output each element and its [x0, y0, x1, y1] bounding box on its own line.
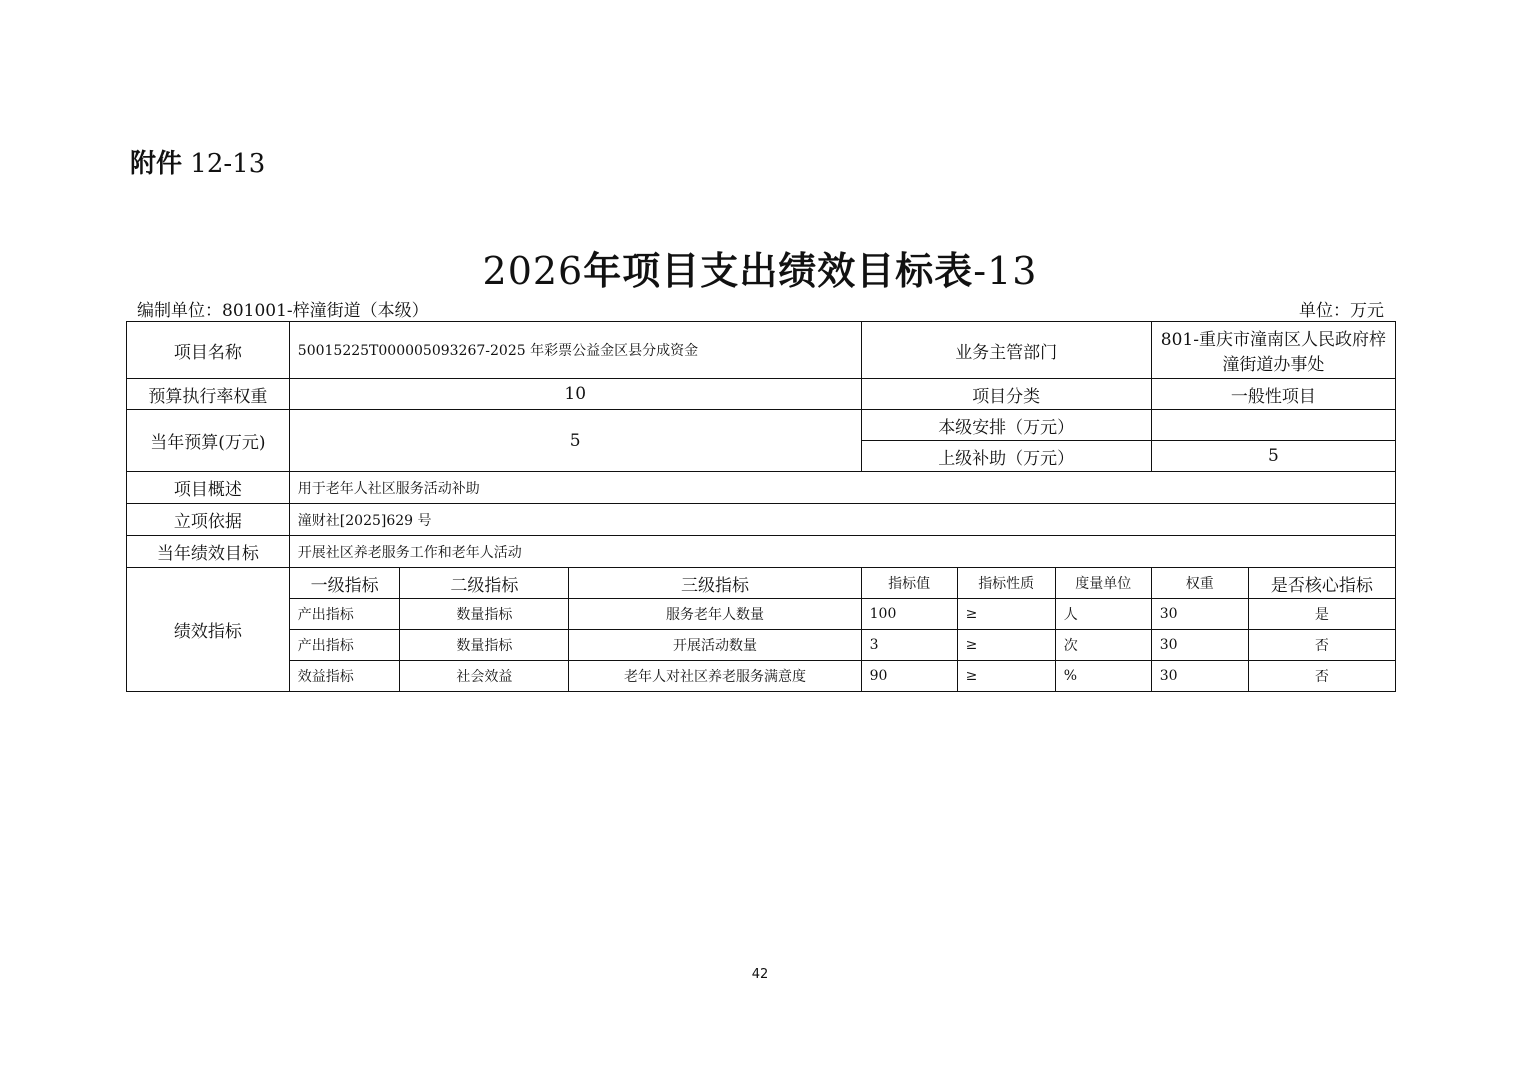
indicator-row — [127, 661, 1396, 692]
indicator-nature: ≥ — [957, 630, 1055, 661]
own-arrangement-label: 本级安排（万元） — [861, 410, 1151, 441]
indicator-level1: 产出指标 — [289, 599, 400, 630]
header-weight: 权重 — [1151, 568, 1248, 599]
project-name-label: 项目名称 — [127, 322, 290, 379]
indicator-unit: % — [1055, 661, 1151, 692]
header-level1: 一级指标 — [289, 568, 400, 599]
row-exec-weight — [127, 379, 1396, 410]
upper-subsidy-value: 5 — [1151, 441, 1395, 472]
attachment-word: 附件 — [130, 149, 183, 179]
indicator-core: 是 — [1248, 599, 1395, 630]
indicator-core: 否 — [1248, 661, 1395, 692]
basis-label: 立项依据 — [127, 504, 290, 536]
indicator-level1: 效益指标 — [289, 661, 400, 692]
indicator-nature: ≥ — [957, 661, 1055, 692]
header-value: 指标值 — [861, 568, 957, 599]
category-value: 一般性项目 — [1151, 379, 1395, 410]
compiling-unit: 编制单位：801001-梓潼街道（本级） — [137, 301, 429, 321]
basis-value: 潼财社[2025]629 号 — [289, 504, 1395, 536]
dept-value: 801-重庆市潼南区人民政府梓潼街道办事处 — [1151, 322, 1395, 379]
indicator-value: 3 — [861, 630, 957, 661]
indicator-value: 90 — [861, 661, 957, 692]
header-level3: 三级指标 — [569, 568, 861, 599]
indicator-weight: 30 — [1151, 661, 1248, 692]
category-label: 项目分类 — [861, 379, 1151, 410]
budget-value: 5 — [289, 410, 861, 472]
row-overview — [127, 472, 1396, 504]
title-year: 2026 — [482, 249, 584, 293]
indicator-unit: 人 — [1055, 599, 1151, 630]
page-title — [0, 240, 1520, 295]
budget-label: 当年预算(万元) — [127, 410, 290, 472]
performance-target-table — [126, 321, 1396, 692]
indicator-unit: 次 — [1055, 630, 1151, 661]
header-unit: 度量单位 — [1055, 568, 1151, 599]
indicator-row — [127, 599, 1396, 630]
attachment-label — [130, 143, 265, 180]
indicator-weight: 30 — [1151, 630, 1248, 661]
header-nature: 指标性质 — [957, 568, 1055, 599]
indicator-level3: 开展活动数量 — [569, 630, 861, 661]
row-basis — [127, 504, 1396, 536]
indicator-nature: ≥ — [957, 599, 1055, 630]
indicator-row — [127, 630, 1396, 661]
header-core: 是否核心指标 — [1248, 568, 1395, 599]
page-number: 42 — [751, 967, 769, 982]
indicator-weight: 30 — [1151, 599, 1248, 630]
indicator-level3: 老年人对社区养老服务满意度 — [569, 661, 861, 692]
indicator-level3: 服务老年人数量 — [569, 599, 861, 630]
indicator-value: 100 — [861, 599, 957, 630]
indicator-level2: 数量指标 — [400, 630, 569, 661]
indicator-level1: 产出指标 — [289, 630, 400, 661]
exec-weight-label: 预算执行率权重 — [127, 379, 290, 410]
attachment-number: 12-13 — [190, 149, 266, 179]
upper-subsidy-label: 上级补助（万元） — [861, 441, 1151, 472]
row-budget — [127, 410, 1396, 441]
header-level2: 二级指标 — [400, 568, 569, 599]
row-project-name — [127, 322, 1396, 379]
dept-label: 业务主管部门 — [861, 322, 1151, 379]
goal-value: 开展社区养老服务工作和老年人活动 — [289, 536, 1395, 568]
overview-label: 项目概述 — [127, 472, 290, 504]
own-arrangement-value — [1151, 410, 1395, 441]
indicator-core: 否 — [1248, 630, 1395, 661]
project-name-value: 50015225T000005093267-2025 年彩票公益金区县分成资金 — [289, 322, 861, 379]
row-goal — [127, 536, 1396, 568]
goal-label: 当年绩效目标 — [127, 536, 290, 568]
title-suffix: -13 — [973, 249, 1038, 293]
exec-weight-value: 10 — [289, 379, 861, 410]
indicator-header-row — [127, 568, 1396, 599]
indicator-level2: 数量指标 — [400, 599, 569, 630]
indicator-level2: 社会效益 — [400, 661, 569, 692]
title-text: 年项目支出绩效目标表 — [583, 249, 974, 293]
indicators-section-label: 绩效指标 — [127, 568, 290, 692]
currency-unit: 单位：万元 — [1299, 301, 1384, 321]
overview-value: 用于老年人社区服务活动补助 — [289, 472, 1395, 504]
